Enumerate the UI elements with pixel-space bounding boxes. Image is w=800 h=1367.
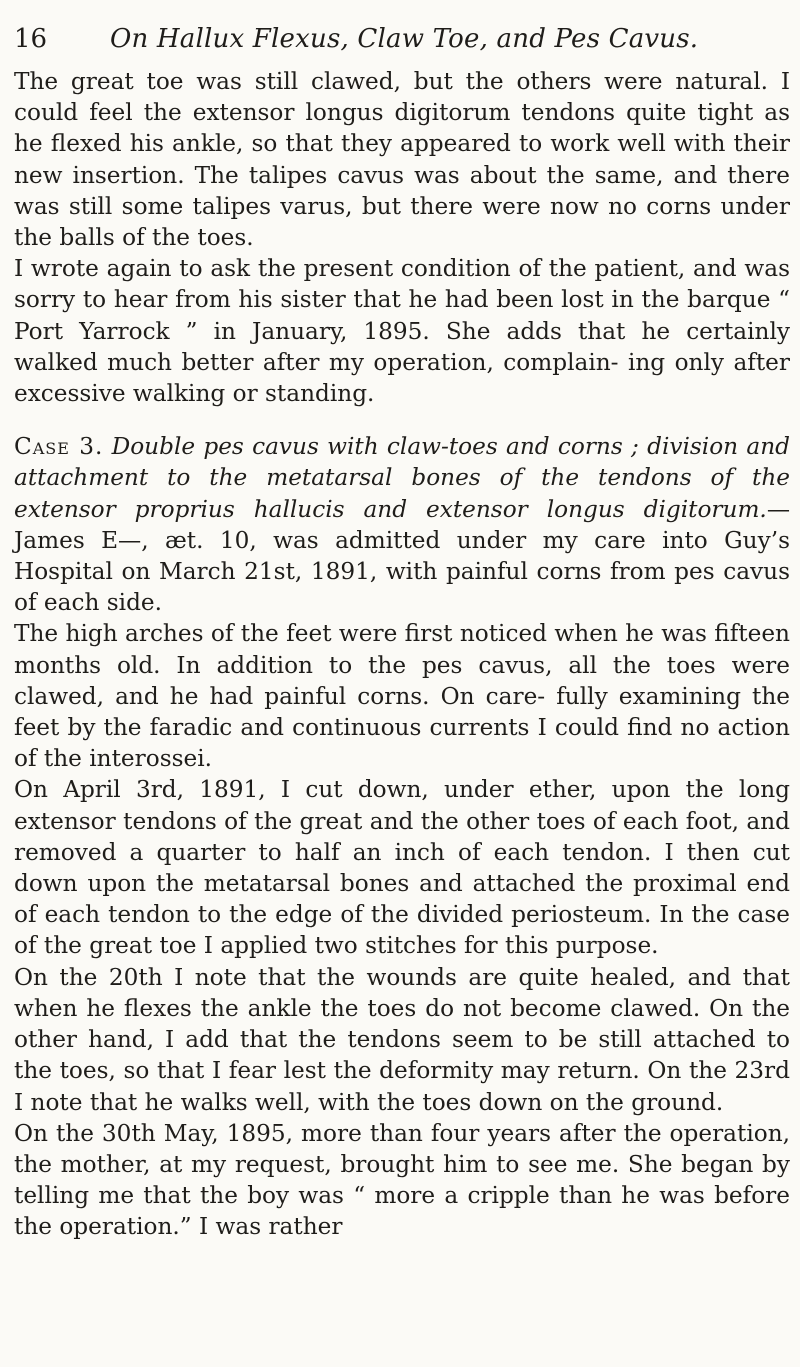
running-title: On Hallux Flexus, Claw Toe, and Pes Cavus. bbox=[110, 24, 699, 54]
case-heading-paragraph bbox=[14, 431, 790, 618]
running-head bbox=[14, 18, 790, 60]
paragraph: The high arches of the feet were first noticed when he was fifteen months old. In addition to the pes cavus, all the toes were clawed, and he had painful corns. On care- fully examining the feet by the faradic and continuous currents I could find no action of the interossei. bbox=[14, 620, 790, 773]
case-title: Double pes cavus with claw-toes and corns ; division and attachment to the metatarsal bones of the tendons of the extensor proprius hallucis and extensor longus digitorum. bbox=[14, 433, 790, 523]
paragraph: On the 30th May, 1895, more than four years after the operation, the mother, at my request, brought him to see me. She began by telling me that the boy was “ more a cripple than he was before the operation.” I was rather bbox=[14, 1119, 790, 1241]
case-intro: —James E—, æt. 10, was admitted under my care into Guy’s Hospital on March 21st, 1891, with painful corns from pes cavus of each side. bbox=[14, 495, 790, 617]
paragraph: I wrote again to ask the present condition of the patient, and was sorry to hear from his sister that he had been lost in the barque “ Port Yarrock ” in January, 1895. She adds that he certainly walked much better after my operation, complain- ing only after excessive walking or standing. bbox=[14, 255, 790, 408]
case-label: Case 3. bbox=[14, 433, 104, 461]
page-number: 16 bbox=[14, 24, 48, 54]
paragraph: On the 20th I note that the wounds are quite healed, and that when he flexes the ankle the toes do not become clawed. On the other hand, I add that the tendons seem to be still attached to the toes, so that I fear lest the deformity may return. On the 23rd I note that he walks well, with the toes down on the ground. bbox=[14, 963, 790, 1116]
body-text bbox=[14, 66, 790, 1243]
book-page bbox=[14, 18, 790, 1243]
paragraph: On April 3rd, 1891, I cut down, under ether, upon the long extensor tendons of the great and the other toes of each foot, and removed a quarter to half an inch of each tendon. I then cut down upon the metatarsal bones and attached the proximal end of each tendon to the edge of the divided periosteum. In the case of the great toe I applied two stitches for this purpose. bbox=[14, 776, 790, 960]
paragraph: The great toe was still clawed, but the others were natural. I could feel the extensor longus digitorum tendons quite tight as he flexed his ankle, so that they appeared to work well with their new insertion. The talipes cavus was about the same, and there was still some talipes varus, but there were now no corns under the balls of the toes. bbox=[14, 68, 790, 252]
